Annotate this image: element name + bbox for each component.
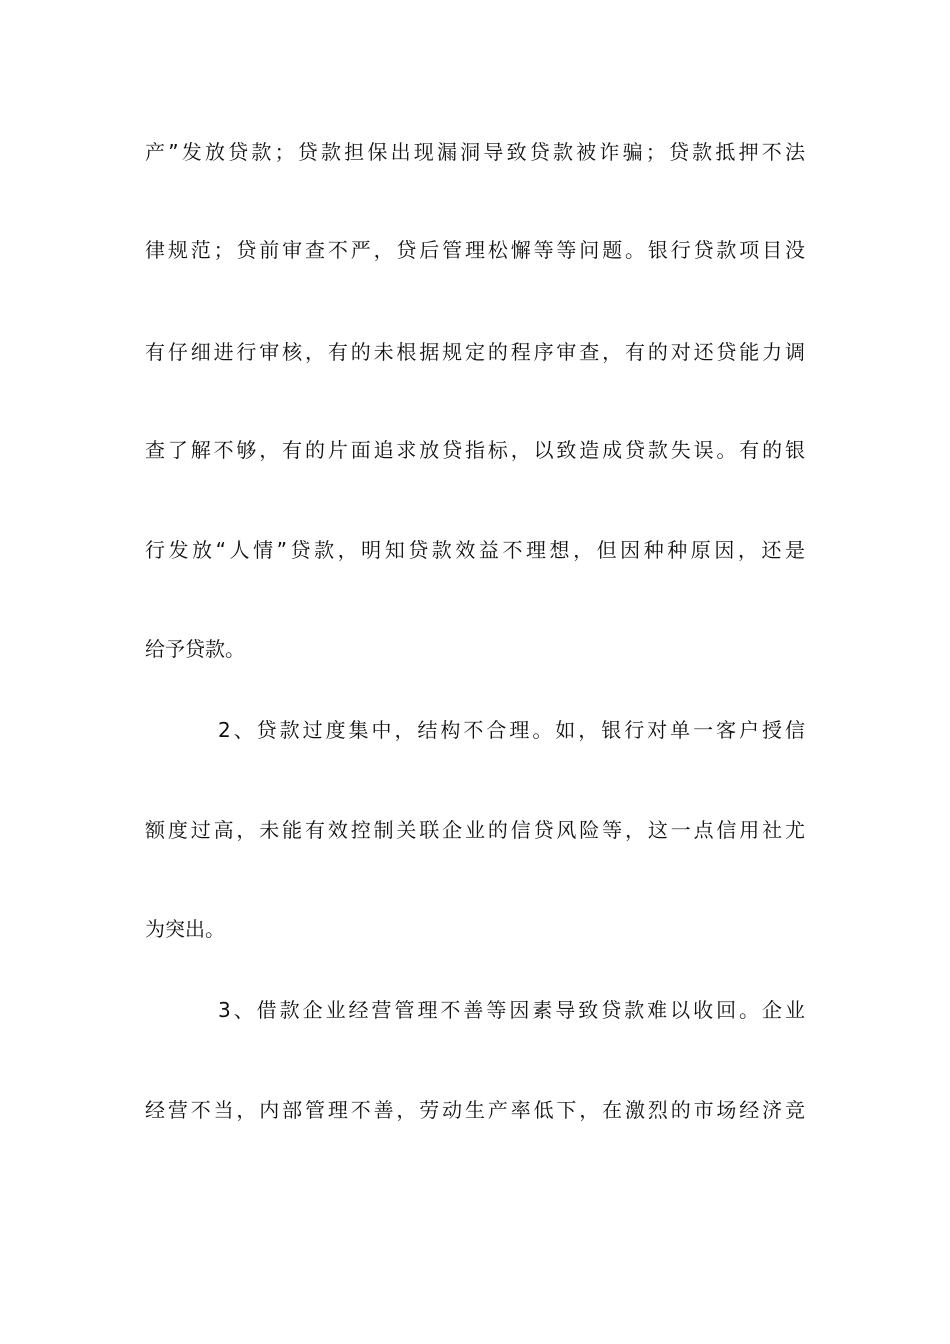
text-line: 律规范；贷前审查不严，贷后管理松懈等等问题。银行贷款项目没	[145, 238, 805, 262]
text-line: 为突出。	[145, 917, 225, 941]
text-line: 额度过高，未能有效控制关联企业的信贷风险等，这一点信用社尤	[145, 818, 805, 842]
text-line: 行发放“人情”贷款，明知贷款效益不理想，但因种种原因，还是	[145, 538, 805, 562]
text-line: 查了解不够，有的片面追求放贷指标，以致造成贷款失误。有的银	[145, 438, 805, 462]
paragraph-start-line: 3、借款企业经营管理不善等因素导致贷款难以收回。企业	[218, 998, 805, 1022]
text-line: 经营不当，内部管理不善，劳动生产率低下，在激烈的市场经济竞	[145, 1098, 805, 1122]
text-line: 给予贷款。	[145, 637, 245, 661]
text-line: 产”发放贷款；贷款担保出现漏洞导致贷款被诈骗；贷款抵押不法	[145, 140, 805, 164]
text-line: 有仔细进行审核，有的未根据规定的程序审查，有的对还贷能力调	[145, 340, 805, 364]
paragraph-start-line: 2、贷款过度集中，结构不合理。如，银行对单一客户授信	[218, 718, 805, 742]
